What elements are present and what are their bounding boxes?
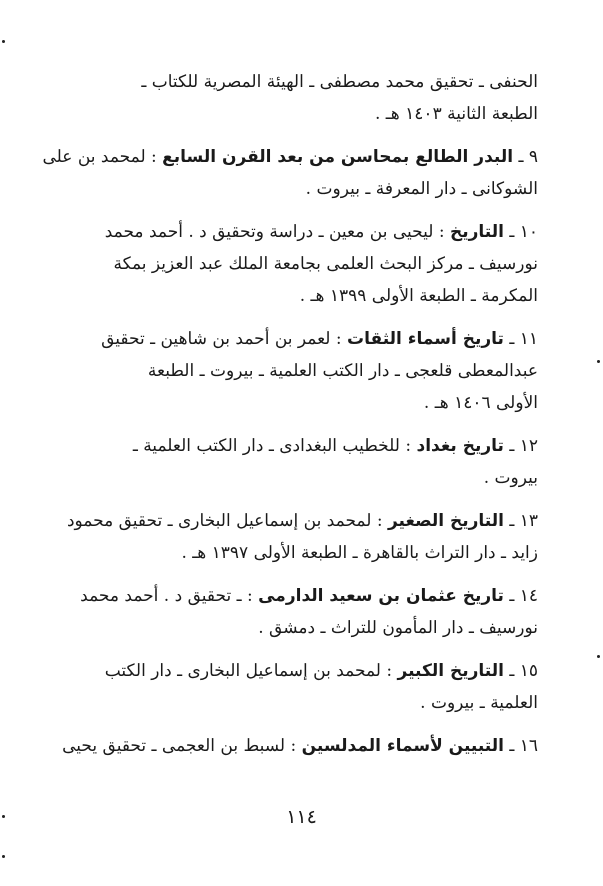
margin-speck	[597, 655, 600, 658]
bibliography-entry	[42, 141, 538, 205]
margin-speck	[597, 360, 600, 363]
entry-title: البدر الطالع بمحاسن من بعد القرن السابع	[162, 147, 514, 167]
entry-details: : للخطيب البغدادى ـ دار الكتب العلمية ـ	[132, 436, 417, 456]
entries-container	[42, 141, 538, 762]
entry-first-line	[62, 655, 538, 687]
bibliography-entry	[62, 430, 538, 494]
bibliography-entry	[62, 730, 538, 762]
entry-details: : لمحمد بن على	[42, 147, 163, 167]
entry-first-line	[42, 141, 538, 173]
entry-title: تاريخ أسماء الثقات	[347, 329, 504, 349]
text-line: الطبعة الثانية ١٤٠٣ هـ .	[375, 104, 538, 124]
entry-number: ١٦	[519, 736, 538, 756]
lead-in-continuation	[62, 66, 538, 130]
entry-separator: ـ	[503, 436, 520, 456]
entry-title: التاريخ	[449, 222, 504, 242]
entry-separator: ـ	[503, 736, 520, 756]
entry-continuation-line: العلمية ـ بيروت .	[420, 693, 538, 713]
entry-number: ١٢	[519, 436, 538, 456]
entry-separator: ـ	[503, 661, 520, 681]
entry-first-line	[62, 430, 538, 462]
entry-separator: ـ	[503, 222, 520, 242]
bibliography-list	[42, 66, 538, 773]
entry-title: تاريخ بغداد	[416, 436, 504, 456]
entry-number: ١١	[519, 329, 538, 349]
entry-details: : لمحمد بن إسماعيل البخارى ـ دار الكتب	[104, 661, 398, 681]
entry-first-line	[62, 580, 538, 612]
entry-details: : لسبط بن العجمى ـ تحقيق يحيى	[62, 736, 302, 756]
entry-continuation-line: المكرمة ـ الطبعة الأولى ١٣٩٩ هـ .	[299, 286, 538, 306]
entry-title: التاريخ الكبير	[397, 661, 504, 681]
entry-separator: ـ	[503, 586, 520, 606]
entry-title: تاريخ عثمان بن سعيد الدارمى	[258, 586, 504, 606]
margin-speck	[2, 855, 5, 858]
entry-separator: ـ	[503, 511, 520, 531]
entry-number: ١٥	[519, 661, 538, 681]
entry-title: التاريخ الصغير	[387, 511, 504, 531]
entry-details: : لمحمد بن إسماعيل البخارى ـ تحقيق محمود	[66, 511, 388, 531]
entry-continuation-line: نورسيف ـ مركز البحث العلمى بجامعة الملك عبد العزيز بمكة	[113, 254, 538, 274]
entry-continuation-line: نورسيف ـ دار المأمون للتراث ـ دمشق .	[258, 618, 538, 638]
entry-title: التبيين لأسماء المدلسين	[301, 736, 504, 756]
entry-separator: ـ	[513, 147, 529, 167]
entry-continuation-line: الشوكانى ـ دار المعرفة ـ بيروت .	[305, 179, 538, 199]
bibliography-entry	[62, 655, 538, 719]
entry-first-line	[62, 505, 538, 537]
bibliography-entry	[62, 505, 538, 569]
entry-continuation-line: الأولى ١٤٠٦ هـ .	[423, 393, 538, 413]
entry-separator: ـ	[503, 329, 520, 349]
entry-continuation-line: زايد ـ دار التراث بالقاهرة ـ الطبعة الأولى ١٣٩٧ هـ .	[181, 543, 538, 563]
entry-number: ١٣	[519, 511, 538, 531]
entry-details: : لعمر بن أحمد بن شاهين ـ تحقيق	[101, 329, 348, 349]
page-number: ١١٤	[286, 806, 317, 828]
bibliography-entry	[62, 580, 538, 644]
entry-continuation-line: عبدالمعطى قلعجى ـ دار الكتب العلمية ـ بيروت ـ الطبعة	[147, 361, 538, 381]
bibliography-entry	[62, 323, 538, 419]
margin-speck	[2, 815, 5, 818]
entry-details: : ليحيى بن معين ـ دراسة وتحقيق د . أحمد محمد	[104, 222, 450, 242]
entry-details: : ـ تحقيق د . أحمد محمد	[80, 586, 259, 606]
entry-first-line	[62, 216, 538, 248]
entry-number: ٩	[528, 147, 538, 167]
text-line: الحنفى ـ تحقيق محمد مصطفى ـ الهيئة المصرية للكتاب ـ	[141, 72, 538, 92]
bibliography-entry	[62, 216, 538, 312]
margin-speck	[2, 40, 5, 43]
entry-first-line	[62, 730, 538, 762]
entry-number: ١٤	[519, 586, 538, 606]
entry-number: ١٠	[519, 222, 538, 242]
entry-continuation-line: بيروت .	[483, 468, 538, 488]
entry-first-line	[62, 323, 538, 355]
